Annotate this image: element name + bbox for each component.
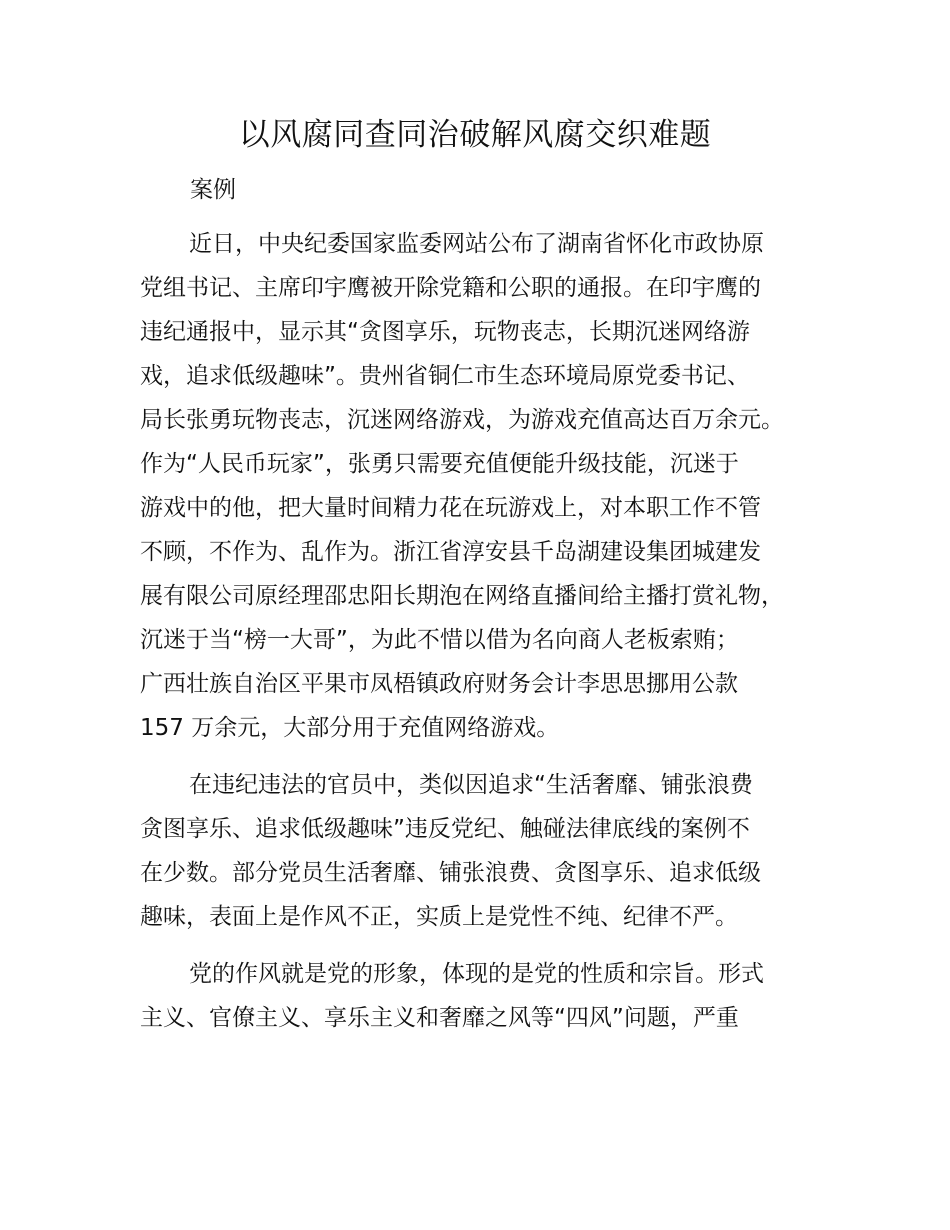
- paragraph-line: 在少数。部分党员生活奢靡、铺张浪费、贪图享乐、追求低级: [140, 860, 761, 886]
- paragraph-line: 戏，追求低级趣味”。贵州省铜仁市生态环境局原党委书记、: [140, 363, 750, 389]
- document-body: [140, 222, 840, 1053]
- paragraph-line: 局长张勇玩物丧志，沉迷网络游戏，为游戏充值高达百万余元。: [140, 407, 784, 433]
- paragraph-line: 贪图享乐、追求低级趣味”违反党纪、触碰法律底线的案例不: [140, 816, 750, 842]
- paragraph-line: 违纪通报中，显示其“贪图享乐，玩物丧志，长期沉迷网络游: [140, 319, 750, 345]
- paragraph-3: [140, 952, 840, 1040]
- section-label: 案例: [190, 177, 236, 203]
- paragraph-line: 趣味，表面上是作风不正，实质上是党性不纯、纪律不严。: [140, 904, 738, 930]
- paragraph-line: 游戏中的他，把大量时间精力花在玩游戏上，对本职工作不管: [140, 495, 761, 521]
- paragraph-line: 作为“人民币玩家”，张勇只需要充值便能升级技能，沉迷于: [140, 451, 739, 477]
- paragraph-line: 沉迷于当“榜一大哥”，为此不惜以借为名向商人老板索贿；: [140, 627, 739, 653]
- paragraph-line: 近日，中央纪委国家监委网站公布了湖南省怀化市政协原: [189, 231, 764, 257]
- paragraph-1: [140, 222, 840, 750]
- paragraph-line: 157 万余元，大部分用于充值网络游戏。: [140, 715, 560, 741]
- document-title: 以风腐同查同治破解风腐交织难题: [238, 117, 712, 153]
- paragraph-line: 党组书记、主席印宇鹰被开除党籍和公职的通报。在印宇鹰的: [140, 275, 761, 301]
- paragraph-line: 主义、官僚主义、享乐主义和奢靡之风等“四风”问题，严重: [140, 1005, 739, 1031]
- paragraph-line: 不顾，不作为、乱作为。浙江省淳安县千岛湖建设集团城建发: [140, 539, 761, 565]
- paragraph-line: 展有限公司原经理邵忠阳长期泡在网络直播间给主播打赏礼物，: [140, 583, 784, 609]
- paragraph-line: 广西壮族自治区平果市凤梧镇政府财务会计李思思挪用公款: [140, 671, 738, 697]
- paragraph-line: 党的作风就是党的形象，体现的是党的性质和宗旨。形式: [189, 961, 764, 987]
- paragraph-line: 在违纪违法的官员中，类似因追求“生活奢靡、铺张浪费: [189, 772, 753, 798]
- paragraph-2: [140, 763, 840, 939]
